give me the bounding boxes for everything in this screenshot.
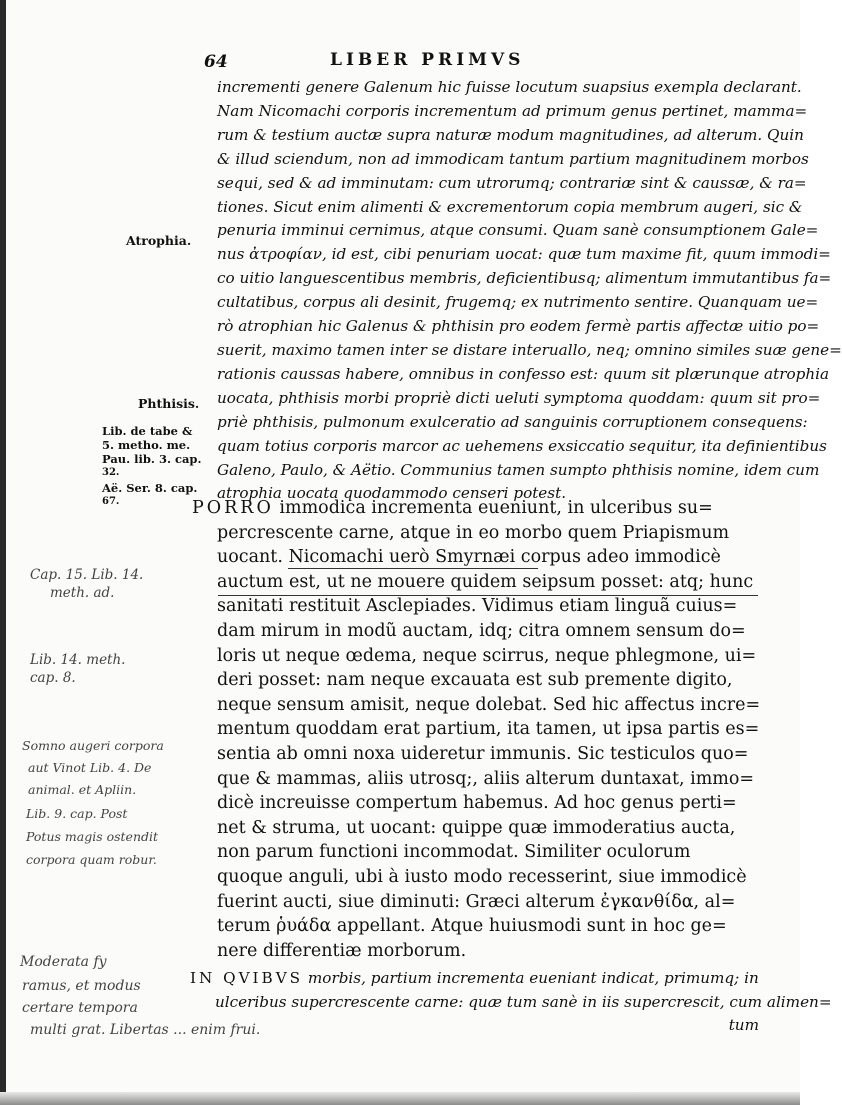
text-line: & illud sciendum, non ad immodicam tantum partium magnitudinem morbos: [217, 149, 809, 168]
margin-note-phthisis: Phthisis.: [138, 396, 200, 411]
page-bottom-edge: [0, 1092, 800, 1105]
hand-underline: [288, 568, 538, 569]
text-line: uocata, phthisis morbi propriè dicti ueluti symptoma quoddam: quum sit pro=: [217, 388, 821, 407]
text-line: nere differentiæ morborum.: [217, 940, 467, 961]
handwritten-note: ramus, et modus: [22, 978, 141, 994]
text-line: sanitati restituit Asclepiades. Vidimus etiam linguã cuius=: [217, 596, 738, 617]
text-line-rest: morbis, partium incrementa eueniant indicat, primumq; in: [303, 969, 759, 987]
text-line: [192, 496, 764, 521]
handwritten-note: Potus magis ostendit: [26, 829, 159, 844]
margin-reference: Lib. de tabe &: [102, 424, 193, 438]
text-line: percrescente carne, atque in eo morbo quem Priapismum: [217, 522, 730, 543]
running-title: LIBER PRIMVS: [330, 50, 525, 70]
text-line: terum ῥυάδα appellant. Atque huiusmodi sunt in hoc ge=: [217, 916, 727, 937]
handwritten-note: cap. 8.: [30, 670, 76, 686]
text-line: priè phthisis, pulmonum exulceratio ad sanguinis corruptionem consequens:: [217, 412, 808, 431]
page-header: [200, 46, 760, 72]
text-line: rationis caussas habere, omnibus in confesso est: quum sit plærunque atrophia: [217, 364, 830, 383]
text-line: ulceribus supercrescente carne: quæ tum sanè in iis supercrescit, cum alimen=: [215, 992, 832, 1011]
page-binding-shadow: [0, 0, 6, 1105]
handwritten-note: aut Vinot Lib. 4. De: [28, 760, 152, 775]
margin-reference: 5. metho. me.: [102, 438, 191, 452]
handwritten-note: Somno augeri corpora: [22, 738, 164, 753]
handwritten-note: Lib. 9. cap. Post: [26, 806, 128, 821]
text-line: dicè increuisse compertum habemus. Ad hoc genus perti=: [217, 793, 737, 814]
text-line: auctum est, ut ne mouere quidem seipsum posset: atq; hunc: [217, 571, 754, 592]
text-line: quoque anguli, ubi à iusto modo recesserint, siue immodicè: [217, 866, 747, 887]
text-line: fuerint aucti, siue diminuti: Græci alterum ἐγκανθίδα, al=: [217, 891, 736, 912]
text-line: tiones. Sicut enim alimenti & excrementorum copia membrum augeri, sic &: [217, 197, 803, 216]
commentary-italic-paragraph: [217, 76, 842, 506]
text-line: cultatibus, corpus ali desinit, frugemq; ex nutrimento sentire. Quanquam ue=: [217, 293, 819, 312]
text-line: non parum functioni incommodat. Similiter oculorum: [217, 842, 691, 863]
text-line: neque sensum amisit, neque dolebat. Sed hic affectus incre=: [217, 694, 761, 715]
text-line: Galeno, Paulo, & Aëtio. Communius tamen sumpto phthisis nomine, idem cum: [217, 460, 820, 479]
text-line: atrophia uocata quodammodo censeri potest.: [217, 484, 567, 503]
handwritten-note: Moderata fy: [20, 954, 107, 970]
text-line: [190, 967, 765, 991]
text-line: penuria imminui cernimus, atque consumi. Quam sanè consumptionem Gale=: [217, 221, 819, 240]
printed-margin-notes: [96, 0, 206, 520]
text-line: incrementi genere Galenum hic fuisse locutum suapsius exempla declarant.: [217, 78, 802, 96]
handwritten-note: meth. ad.: [50, 585, 115, 601]
text-line: net & struma, ut uocant: quippe quæ immoderatius aucta,: [217, 817, 736, 838]
handwritten-note: animal. et Apliin.: [28, 782, 137, 797]
main-text-paragraph: [192, 496, 764, 963]
text-line: mentum quoddam erat partium, ita tamen, ut ipsa partis es=: [217, 719, 760, 740]
text-line: quam totius corporis marcor ac uehemens exsiccatio sequitur, ita definientibus: [217, 436, 827, 455]
handwritten-note: certare tempora: [22, 1000, 138, 1016]
text-line: sequi, sed & ad imminutam: cum utrorumq; contrariæ sint & caussæ, & ra=: [217, 173, 807, 192]
text-line: nus ἀτροφίαν, id est, cibi penuriam uocat: quæ tum maxime fit, quum immodi=: [217, 245, 831, 264]
margin-reference: 32.: [102, 467, 120, 478]
handwritten-note: Lib. 14. meth.: [30, 652, 126, 668]
handwritten-note: Cap. 15. Lib. 14.: [30, 567, 144, 583]
text-line: Nam Nicomachi corporis incrementum ad primum genus pertinet, mamma=: [217, 101, 808, 120]
text-line: dam mirum in modũ auctam, idq; citra omnem sensum do=: [217, 620, 746, 641]
catchword: tum: [728, 1016, 759, 1034]
handwritten-note: multi grat. Libertas ... enim frui.: [30, 1022, 261, 1038]
text-line: uocant. Nicomachi uerò Smyrnæi corpus adeo immodicè: [217, 547, 721, 568]
handwritten-note: corpora quam robur.: [26, 852, 157, 867]
margin-reference: Pau. lib. 3. cap.: [102, 452, 202, 466]
text-line: sentia ab omni noxa uideretur immunis. Sic testiculos quo=: [217, 743, 749, 764]
opening-word: PORRO: [192, 498, 274, 518]
text-line: que & mammas, aliis utrosq;, aliis alterum duntaxat, immo=: [217, 768, 755, 789]
opening-words: IN QVIBVS: [190, 969, 304, 987]
closing-italic-paragraph: [190, 967, 832, 1038]
hand-underline: [218, 595, 758, 596]
text-line-rest: immodica incrementa eueniunt, in ulceribus su=: [273, 498, 713, 518]
margin-reference: 67.: [102, 496, 120, 507]
margin-note-atrophia: Atrophia.: [126, 233, 192, 248]
text-line: rum & testium auctæ supra naturæ modum magnitudines, ad alterum. Quin: [217, 125, 804, 144]
text-line: suerit, maximo tamen inter se distare interuallo, neq; omnino similes suæ gene=: [217, 340, 842, 359]
page-number: 64: [204, 52, 228, 72]
text-line: deri posset: nam neque excauata est sub premente digito,: [217, 670, 733, 691]
text-line: co uitio languescentibus membris, deficientibusq; alimentum immutantibus fa=: [217, 269, 832, 288]
text-line: rò atrophian hic Galenus & phthisin pro eodem fermè partis affectæ uitio po=: [217, 317, 820, 336]
margin-reference: Aë. Ser. 8. cap.: [102, 481, 198, 495]
text-line: loris ut neque œdema, neque scirrus, neque phlegmone, ui=: [217, 645, 757, 666]
